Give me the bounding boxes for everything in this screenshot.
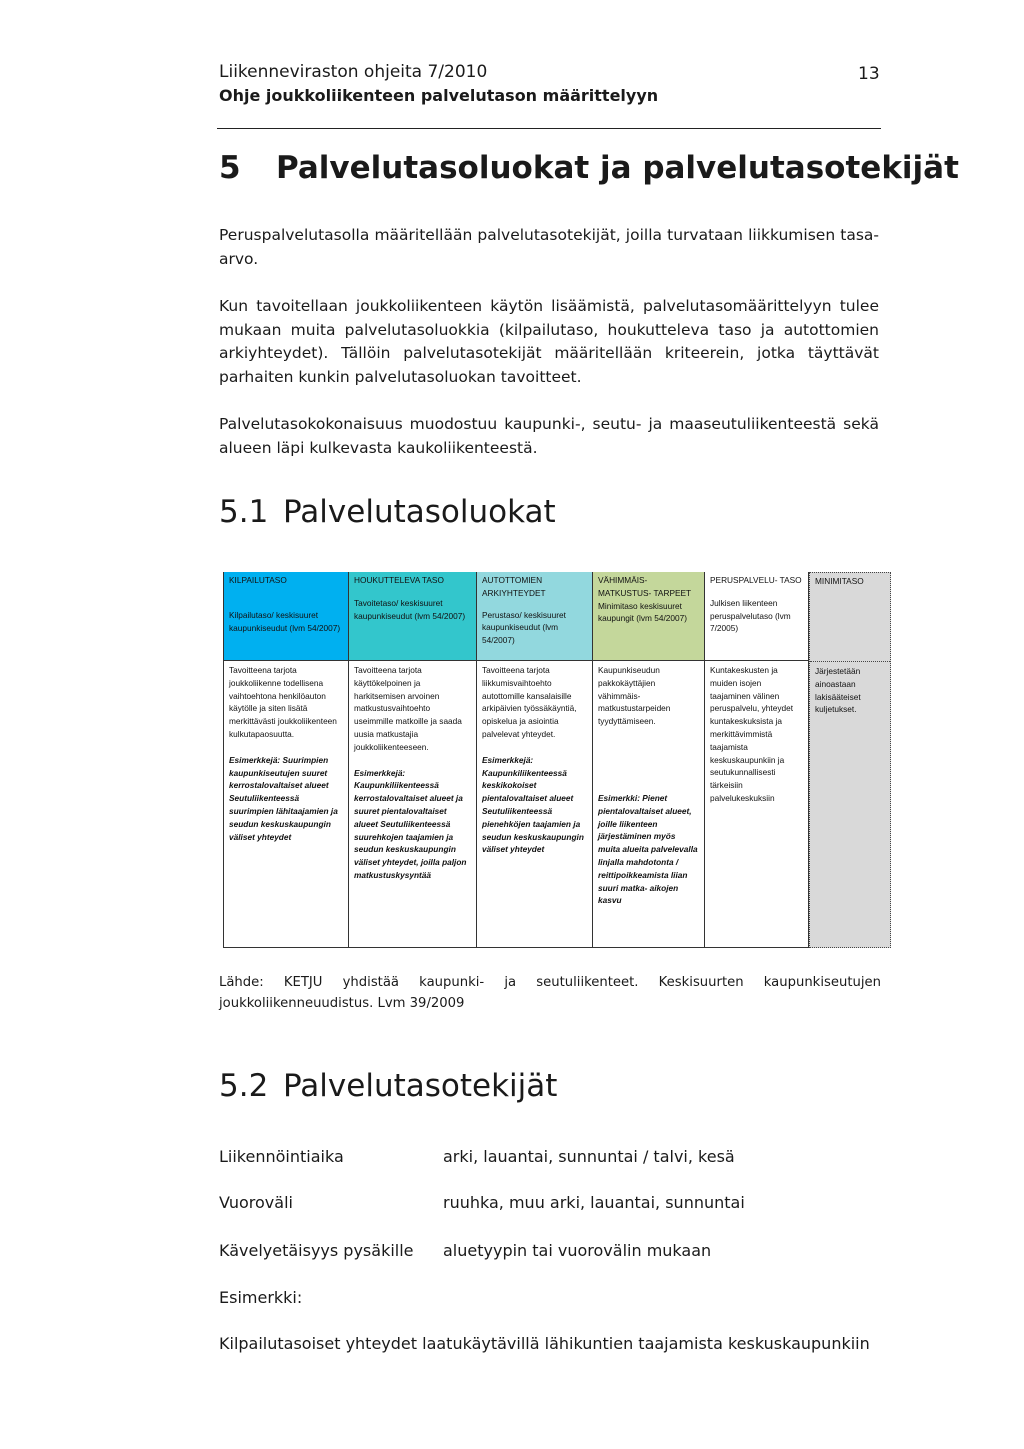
- service-level-table: [223, 572, 891, 948]
- table-column-minimitaso: [809, 572, 891, 948]
- factor-value: aluetyypin tai vuorovälin mukaan: [443, 1241, 712, 1260]
- factor-label: Liikennöintiaika: [219, 1147, 344, 1166]
- source-note: Lähde: KETJU yhdistää kaupunki- ja seutuliikenteet. Keskisuurten kaupunkiseutujen joukkoliikenneuudistus. Lvm 39/2009: [219, 975, 881, 1011]
- column-header: [349, 572, 476, 661]
- column-example: Esimerkkejä: Kaupunkiliikenteessä keskikokoiset pientalovaltaiset alueet Seutuliikenteessä pienehköjen taajamien ja seudun keskuskaupungin väliset yhteydet: [482, 754, 584, 855]
- factor-value: ruuhka, muu arki, lauantai, sunnuntai: [443, 1193, 745, 1212]
- column-description: Kuntakeskusten ja muiden isojen taajaminen välinen peruspalvelu, yhteydet kuntakeskuksista ja merkittävimmistä taajamista keskuskaupunkiin ja seutukunnallisesti tärkeisiin palvelukeskuksiin: [710, 665, 794, 803]
- table-column-autottomien: [477, 572, 593, 948]
- column-header: [477, 572, 592, 661]
- column-body: [705, 661, 808, 808]
- paragraph-3: Palvelutasokokonaisuus muodostuu kaupunki-, seutu- ja maaseutuliikenteestä sekä alueen läpi kulkevasta kaukoliikenteestä.: [219, 415, 879, 457]
- column-description: Järjestetään ainoastaan lakisääteiset kuljetukset.: [815, 666, 861, 715]
- column-subtitle: Minimitaso keskisuuret kaupungit (lvm 54/2007): [598, 600, 688, 624]
- header-publication: Liikenneviraston ohjeita 7/2010: [219, 62, 488, 82]
- column-header: [810, 573, 890, 662]
- column-body: [593, 661, 704, 910]
- factor-label: Kävelyetäisyys pysäkille: [219, 1241, 414, 1260]
- column-example: Esimerkki: Pienet pientalovaltaiset alueet, joille liikenteen järjestäminen myös muita alueita palvelevalla linjalla mahdotonta / reittipoikkeamista liian suuri matka- aikojen kasvu: [598, 792, 698, 906]
- section-5-1-title: Palvelutasoluokat: [283, 494, 556, 530]
- section-5-2-heading: [219, 1068, 557, 1104]
- example-text: Kilpailutasoiset yhteydet laatukäytävillä lähikuntien taajamista keskuskaupunkiin: [219, 1334, 870, 1353]
- header-document-title: Ohje joukkoliikenteen palvelutason määrittelyyn: [219, 86, 659, 105]
- section-5-title: Palvelutasoluokat ja palvelutasotekijät: [276, 150, 959, 186]
- column-example: Esimerkkejä: Kaupunkiliikenteessä kerrostalovaltaiset alueet ja suuret pientalovaltaiset alueet Seutuliikenteessä suurehkojen taajamien ja seudun keskuskaupungin väliset yhteydet, joilla paljon matkustuskysyntää: [354, 767, 467, 880]
- column-header: [705, 572, 808, 661]
- table-column-houkutteleva: [349, 572, 477, 948]
- column-header: [593, 572, 704, 661]
- column-title: VÄHIMMÄIS- MATKUSTUS- TARPEET: [598, 575, 692, 598]
- column-body: [477, 661, 592, 859]
- section-5-2-number: 5.2: [219, 1068, 269, 1104]
- column-title: HOUKUTTELEVA TASO: [354, 575, 444, 585]
- column-description: Tavoitteena tarjota joukkoliikenne todellisena vaihtoehtona henkilöauton käytölle ja siten lisätä merkittävästi joukkoliikenteen kulkutapaosuutta.: [229, 665, 337, 739]
- paragraph-2: Kun tavoitellaan joukkoliikenteen käytön lisäämistä, palvelutasomäärittelyyn tulee mukaan muita palvelutasoluokkia (kilpailutaso, houkutteleva taso ja autottomien arkiyhteydet). Tällöin palvelutasotekijät määritellään kriteerein, jotka täyttävät parhaiten kunkin palvelutasoluokan tavoitteet.: [219, 297, 879, 386]
- section-5-1-heading: [219, 494, 556, 530]
- header-divider: [217, 128, 881, 129]
- column-subtitle: Perustaso/ keskisuuret kaupunkiseudut (lvm 54/2007): [482, 609, 566, 646]
- section-5-2-title: Palvelutasotekijät: [283, 1068, 558, 1104]
- column-body: [224, 661, 348, 846]
- section-5-1-number: 5.1: [219, 494, 269, 530]
- column-body: [349, 661, 476, 885]
- paragraph-1: Peruspalvelutasolla määritellään palvelutasotekijät, joilla turvataan liikkumisen tasa-arvo.: [219, 226, 879, 268]
- table-column-kilpailutaso: [223, 572, 349, 948]
- page-number: 13: [858, 64, 880, 84]
- column-subtitle: Julkisen liikenteen peruspalvelutaso (lvm 7/2005): [710, 597, 791, 634]
- column-description: Tavoitteena tarjota liikkumisvaihtoehto autottomille kansalaisille arkipäivien työssäkäyntiä, opiskelua ja asiointia palvelevat yhteydet.: [482, 665, 577, 739]
- column-title: KILPAILUTASO: [229, 575, 287, 585]
- factor-label: Vuoroväli: [219, 1193, 293, 1212]
- table-column-peruspalvelu: [705, 572, 809, 948]
- column-description: Tavoitteena tarjota käyttökelpoinen ja harkitsemisen arvoinen matkustusvaihtoehto useimmille matkoille ja saada uusia matkustajia joukkoliikenteeseen.: [354, 665, 462, 752]
- column-subtitle: Kilpailutaso/ keskisuuret kaupunkiseudut (lvm 54/2007): [229, 609, 341, 633]
- column-example: Esimerkkejä: Suurimpien kaupunkiseutujen suuret kerrostalovaltaiset alueet Seutuliikenteessä suurimpien lähitaajamien ja seudun keskuskaupungin väliset yhteydet: [229, 754, 338, 842]
- column-title: MINIMITASO: [815, 576, 864, 586]
- column-title: PERUSPALVELU- TASO: [710, 575, 802, 585]
- column-description: Kaupunkiseudun pakkokäyttäjien vähimmäis- matkustustarpeiden tyydyttämiseen.: [598, 665, 671, 727]
- column-body: [810, 662, 890, 719]
- column-title: AUTOTTOMIEN ARKIYHTEYDET: [482, 575, 546, 598]
- column-header: [224, 572, 348, 661]
- section-5-number: 5: [219, 150, 241, 186]
- factor-value: arki, lauantai, sunnuntai / talvi, kesä: [443, 1147, 735, 1166]
- example-label: Esimerkki:: [219, 1288, 303, 1307]
- table-column-vahimmais: [593, 572, 705, 948]
- section-5-heading: [219, 150, 959, 186]
- column-subtitle: Tavoitetaso/ keskisuuret kaupunkiseudut (lvm 54/2007): [354, 597, 466, 621]
